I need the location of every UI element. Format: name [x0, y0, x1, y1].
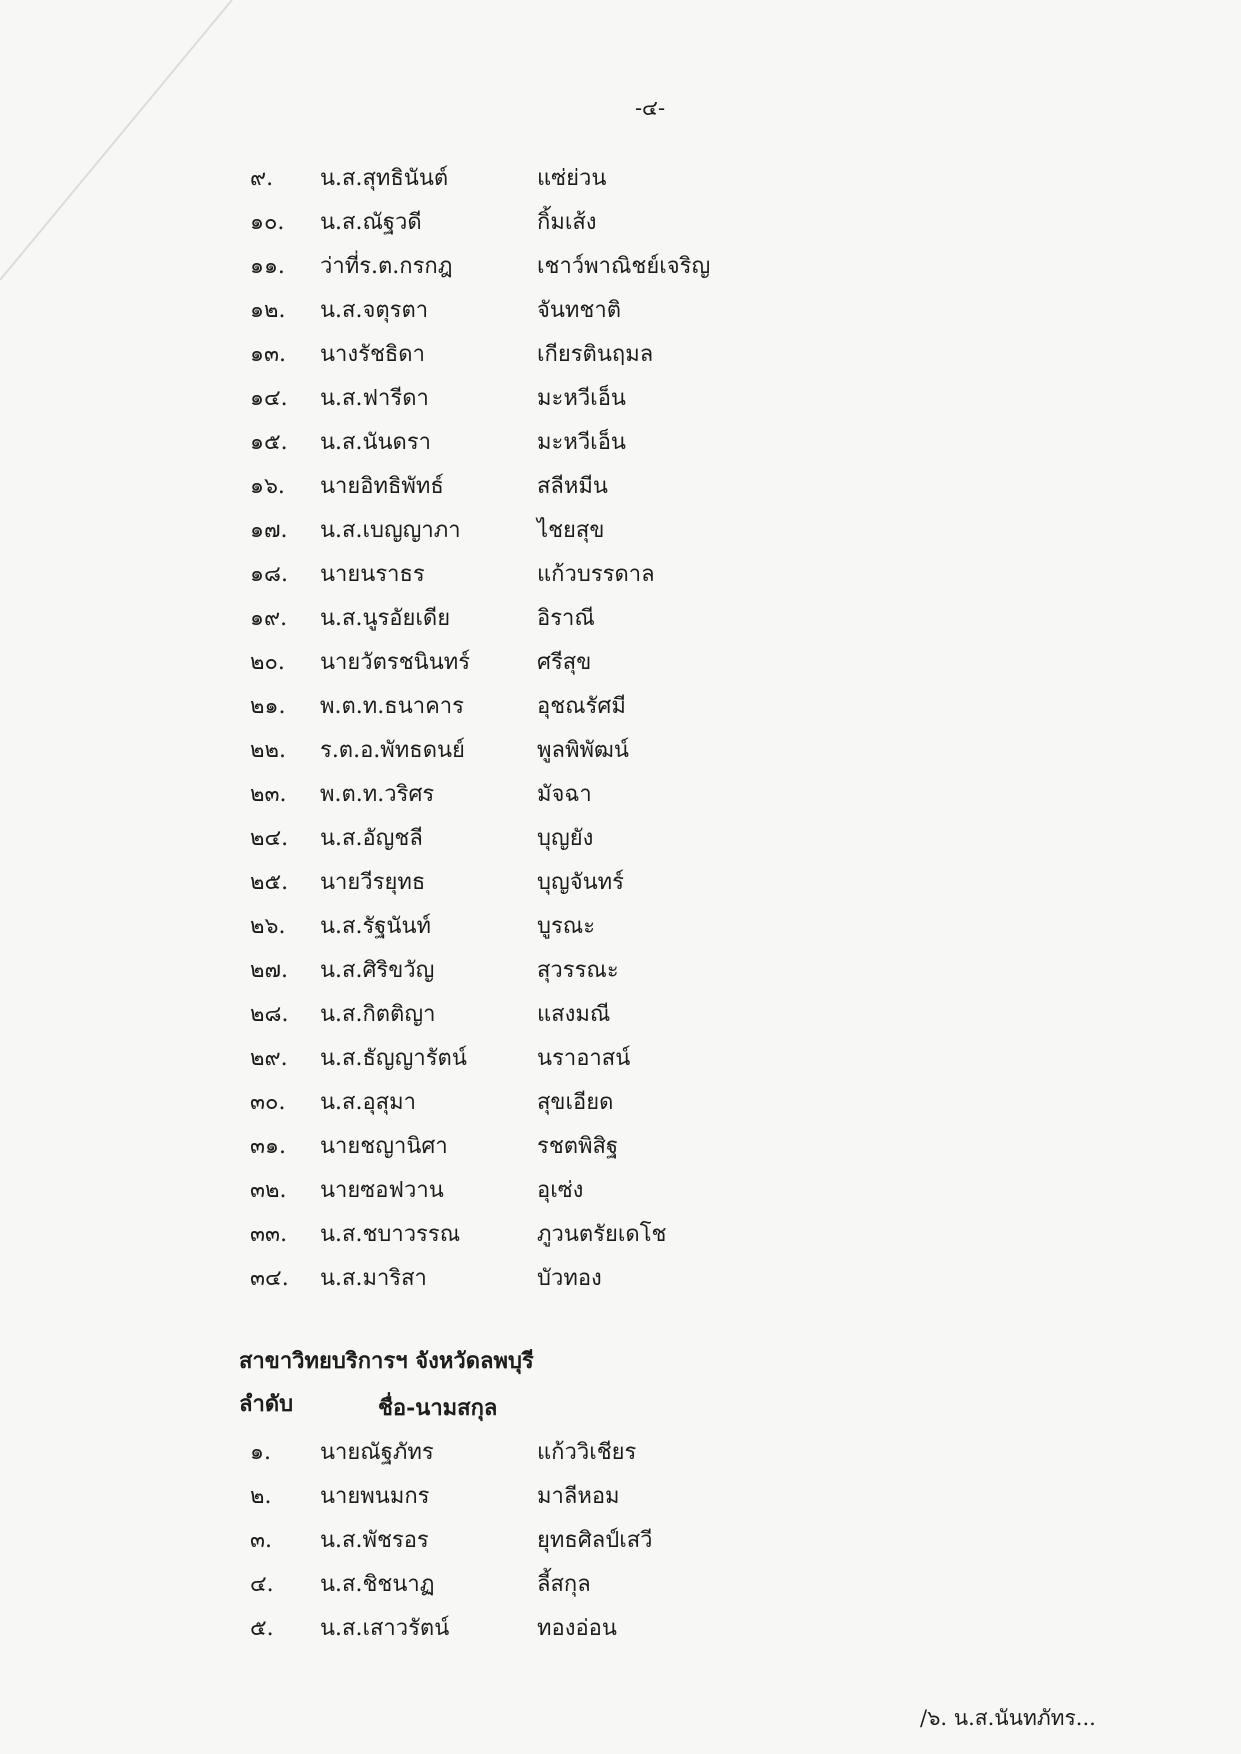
- column-header-order: ลำดับ: [239, 1391, 294, 1417]
- item-last-name: มะหวีเอ็น: [537, 386, 626, 411]
- item-first-name: น.ส.เสาวรัตน์: [320, 1616, 450, 1641]
- item-number: ๓๑.: [250, 1134, 286, 1159]
- item-first-name: นายชญานิศา: [320, 1134, 448, 1159]
- item-number: ๒๖.: [250, 914, 286, 939]
- item-first-name: น.ส.มาริสา: [320, 1266, 427, 1291]
- item-last-name: กิ้มเส้ง: [537, 210, 597, 235]
- item-first-name: นายวัตรชนินทร์: [320, 650, 471, 675]
- item-last-name: ภูวนตรัยเดโช: [537, 1222, 667, 1247]
- item-last-name: ลี้สกุล: [537, 1572, 591, 1597]
- item-last-name: มาลีหอม: [537, 1484, 620, 1509]
- item-number: ๑๔.: [250, 386, 288, 411]
- item-first-name: น.ส.ชบาวรรณ: [320, 1222, 461, 1247]
- item-last-name: มัจฉา: [537, 782, 592, 807]
- item-first-name: ว่าที่ร.ต.กรกฎ: [320, 254, 453, 279]
- item-number: ๒๕.: [250, 870, 289, 895]
- item-first-name: น.ส.พัชรอร: [320, 1528, 429, 1553]
- item-last-name: อุชณรัศมี: [537, 694, 626, 719]
- item-first-name: นายวีรยุทธ: [320, 870, 426, 895]
- item-number: ๑๐.: [250, 210, 285, 235]
- item-last-name: แก้วบรรดาล: [537, 562, 655, 587]
- item-first-name: น.ส.รัฐนันท์: [320, 914, 431, 939]
- item-number: ๔.: [250, 1572, 274, 1597]
- item-last-name: สลีหมีน: [537, 474, 608, 499]
- item-last-name: ทองอ่อน: [537, 1616, 617, 1641]
- item-first-name: น.ส.ชิชนาฏ: [320, 1572, 435, 1597]
- item-last-name: รชตพิสิฐ: [537, 1134, 619, 1159]
- item-last-name: ศรีสุข: [537, 650, 592, 675]
- item-first-name: นายนราธร: [320, 562, 425, 587]
- item-last-name: นราอาสน์: [537, 1046, 631, 1071]
- item-first-name: พ.ต.ท.ธนาคาร: [320, 694, 464, 719]
- item-first-name: น.ส.สุทธินันต์: [320, 166, 449, 191]
- item-last-name: เชาว์พาณิชย์เจริญ: [537, 254, 711, 279]
- item-first-name: น.ส.ณัฐวดี: [320, 210, 422, 235]
- column-header-name: ชื่อ-นามสกุล: [378, 1395, 498, 1421]
- item-last-name: อิราณี: [537, 606, 595, 631]
- item-first-name: น.ส.อัญชลี: [320, 826, 423, 851]
- item-number: ๒๓.: [250, 782, 287, 807]
- item-last-name: ยุทธศิลป์เสวี: [537, 1528, 653, 1553]
- item-last-name: จันทชาติ: [537, 298, 622, 323]
- item-number: ๑๒.: [250, 298, 286, 323]
- item-last-name: บัวทอง: [537, 1266, 602, 1291]
- item-first-name: น.ส.ศิริขวัญ: [320, 958, 435, 983]
- item-number: ๓๒.: [250, 1178, 287, 1203]
- item-number: ๓.: [250, 1528, 273, 1553]
- item-number: ๒๘.: [250, 1002, 289, 1027]
- item-first-name: น.ส.จตุรตา: [320, 298, 429, 323]
- item-number: ๑๙.: [250, 606, 288, 631]
- item-number: ๒๔.: [250, 826, 289, 851]
- item-first-name: น.ส.เบญญาภา: [320, 518, 461, 543]
- item-number: ๒๒.: [250, 738, 286, 763]
- continuation-footer: /๖. น.ส.นันทภัทร...: [920, 1706, 1096, 1730]
- item-number: ๑๓.: [250, 342, 286, 367]
- item-last-name: สุขเอียด: [537, 1090, 614, 1115]
- item-number: ๒๗.: [250, 958, 289, 983]
- item-first-name: นางรัชธิดา: [320, 342, 425, 367]
- item-first-name: น.ส.นันดรา: [320, 430, 431, 455]
- item-first-name: นายณัฐภัทร: [320, 1440, 434, 1465]
- item-first-name: นายอิทธิพัทธ์: [320, 474, 444, 499]
- item-number: ๑๕.: [250, 430, 288, 455]
- item-first-name: นายพนมกร: [320, 1484, 430, 1509]
- item-first-name: นายซอฟวาน: [320, 1178, 444, 1203]
- item-last-name: พูลพิพัฒน์: [537, 738, 629, 763]
- item-last-name: อุเซ่ง: [537, 1178, 584, 1203]
- item-last-name: บุญยัง: [537, 826, 594, 851]
- item-number: ๒๐.: [250, 650, 285, 675]
- item-number: ๒๙.: [250, 1046, 288, 1071]
- item-first-name: น.ส.ฟารีดา: [320, 386, 429, 411]
- item-last-name: มะหวีเอ็น: [537, 430, 626, 455]
- item-last-name: แสงมณี: [537, 1002, 611, 1027]
- item-last-name: แก้ววิเชียร: [537, 1440, 637, 1465]
- item-last-name: เกียรตินฤมล: [537, 342, 654, 367]
- item-number: ๓๔.: [250, 1266, 289, 1291]
- item-first-name: น.ส.อุสุมา: [320, 1090, 416, 1115]
- item-number: ๑๑.: [250, 254, 285, 279]
- item-last-name: แซ่ย่วน: [537, 166, 607, 191]
- item-last-name: บุญจันทร์: [537, 870, 624, 895]
- item-first-name: น.ส.นูรอัยเดีย: [320, 606, 451, 631]
- item-number: ๒๑.: [250, 694, 286, 719]
- page-number: -๔-: [634, 96, 666, 120]
- item-last-name: ไชยสุข: [537, 518, 605, 543]
- item-first-name: น.ส.ธัญญารัตน์: [320, 1046, 467, 1071]
- item-number: ๑๗.: [250, 518, 288, 543]
- item-last-name: บูรณะ: [537, 914, 596, 939]
- item-number: ๙.: [250, 166, 274, 191]
- item-last-name: สุวรรณะ: [537, 958, 619, 983]
- item-number: ๓๐.: [250, 1090, 286, 1115]
- item-number: ๒.: [250, 1484, 272, 1509]
- item-number: ๓๓.: [250, 1222, 288, 1247]
- item-first-name: พ.ต.ท.วริศร: [320, 782, 435, 807]
- item-first-name: น.ส.กิตติญา: [320, 1002, 436, 1027]
- section-heading: สาขาวิทยบริการฯ จังหวัดลพบุรี: [239, 1348, 534, 1374]
- item-number: ๑๖.: [250, 474, 285, 499]
- item-first-name: ร.ต.อ.พัทธดนย์: [320, 738, 465, 763]
- item-number: ๑๘.: [250, 562, 288, 587]
- item-number: ๕.: [250, 1616, 274, 1641]
- item-number: ๑.: [250, 1440, 271, 1465]
